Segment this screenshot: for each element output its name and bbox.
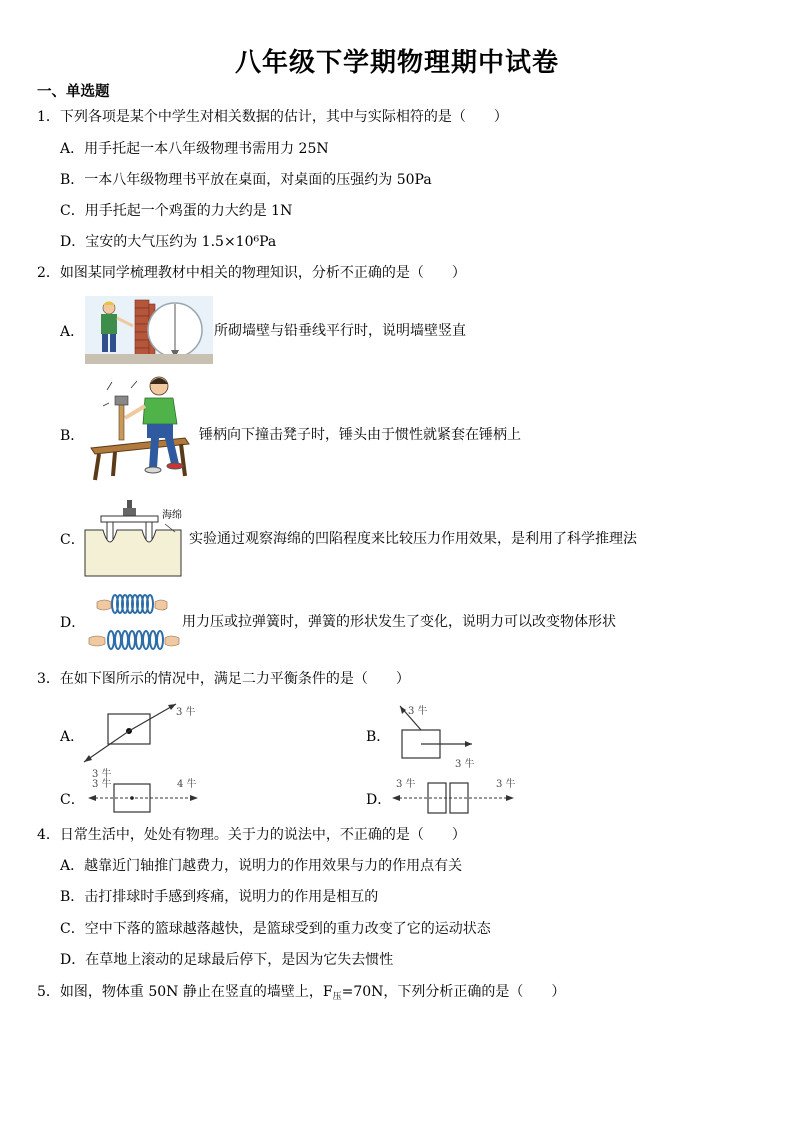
q3-option-b-label[interactable]: B． — [366, 729, 391, 745]
q3-stem: 3．在如下图所示的情况中，满足二力平衡条件的是（ ） — [37, 671, 410, 687]
q3-diagram-b — [390, 700, 500, 764]
sponge-label: 海绵 — [162, 510, 182, 521]
q5-stem — [37, 981, 565, 1002]
q4-option-d[interactable]: D．在草地上滚动的足球最后停下，是因为它失去惯性 — [60, 952, 394, 968]
q5-stem-sub: 压 — [332, 992, 342, 1002]
q2-option-c-text: 实验通过观察海绵的凹陷程度来比较压力作用效果，是利用了科学推理法 — [189, 531, 637, 547]
q2-option-d-text: 用力压或拉弹簧时，弹簧的形状发生了变化，说明力可以改变物体形状 — [182, 614, 616, 630]
section-heading: 一、单选题 — [37, 84, 110, 100]
q3-d-force-right: 3 牛 — [496, 779, 516, 790]
q2-option-a-text: 所砌墙壁与铅垂线平行时，说明墙壁竖直 — [214, 323, 466, 339]
q1-stem: 1．下列各项是某个中学生对相关数据的估计，其中与实际相符的是（ ） — [37, 109, 508, 125]
q2-option-a-label[interactable]: A． — [60, 324, 85, 340]
q3-option-d-label[interactable]: D． — [366, 792, 392, 808]
q4-stem: 4．日常生活中，处处有物理。关于力的说法中，不正确的是（ ） — [37, 827, 466, 843]
q3-option-a-label[interactable]: A． — [60, 729, 85, 745]
q3-a-force-bottom: 3 牛 — [92, 769, 112, 780]
q2-option-d-label[interactable]: D． — [60, 615, 86, 631]
q4-option-c[interactable]: C．空中下落的篮球越落越快，是篮球受到的重力改变了它的运动状态 — [60, 921, 491, 937]
q3-c-force-left: 3 牛 — [92, 779, 112, 790]
q3-b-force-top: 3 牛 — [408, 706, 428, 717]
page-title: 八年级下学期物理期中试卷 — [234, 48, 559, 78]
spring-deformation-figure — [85, 586, 181, 658]
q3-option-c-label[interactable]: C． — [60, 792, 85, 808]
q5-stem-after: =70N，下列分析正确的是（ ） — [341, 984, 566, 1000]
q2-option-c-label[interactable]: C． — [60, 532, 85, 548]
q1-option-a[interactable]: A．用手托起一本八年级物理书需用力 25N — [60, 141, 329, 157]
q3-b-force-right: 3 牛 — [455, 759, 475, 770]
q3-c-force-right: 4 牛 — [177, 779, 197, 790]
q4-option-b[interactable]: B．击打排球时手感到疼痛，说明力的作用是相互的 — [60, 889, 379, 905]
q2-stem: 2．如图某同学梳理教材中相关的物理知识，分析不正确的是（ ） — [37, 265, 466, 281]
q1-option-d[interactable]: D．宝安的大气压约为 1.5×10⁶Pa — [60, 234, 277, 250]
hammer-stool-figure — [85, 372, 200, 484]
q1-option-b[interactable]: B．一本八年级物理书平放在桌面，对桌面的压强约为 50Pa — [60, 172, 432, 188]
q5-stem-before: 5．如图，物体重 50N 静止在竖直的墙壁上，F — [37, 984, 333, 1000]
q3-a-force-top: 3 牛 — [176, 707, 196, 718]
q2-option-b-label[interactable]: B． — [60, 428, 85, 444]
q4-option-a[interactable]: A．越靠近门轴推门越费力，说明力的作用效果与力的作用点有关 — [60, 858, 463, 874]
q3-d-force-left: 3 牛 — [396, 779, 416, 790]
q2-option-b-text: 锤柄向下撞击凳子时，锤头由于惯性就紧套在锤柄上 — [199, 427, 521, 443]
q1-option-c[interactable]: C．用手托起一个鸡蛋的力大约是 1N — [60, 203, 293, 219]
bricklayer-plumb-line-figure — [85, 296, 213, 364]
